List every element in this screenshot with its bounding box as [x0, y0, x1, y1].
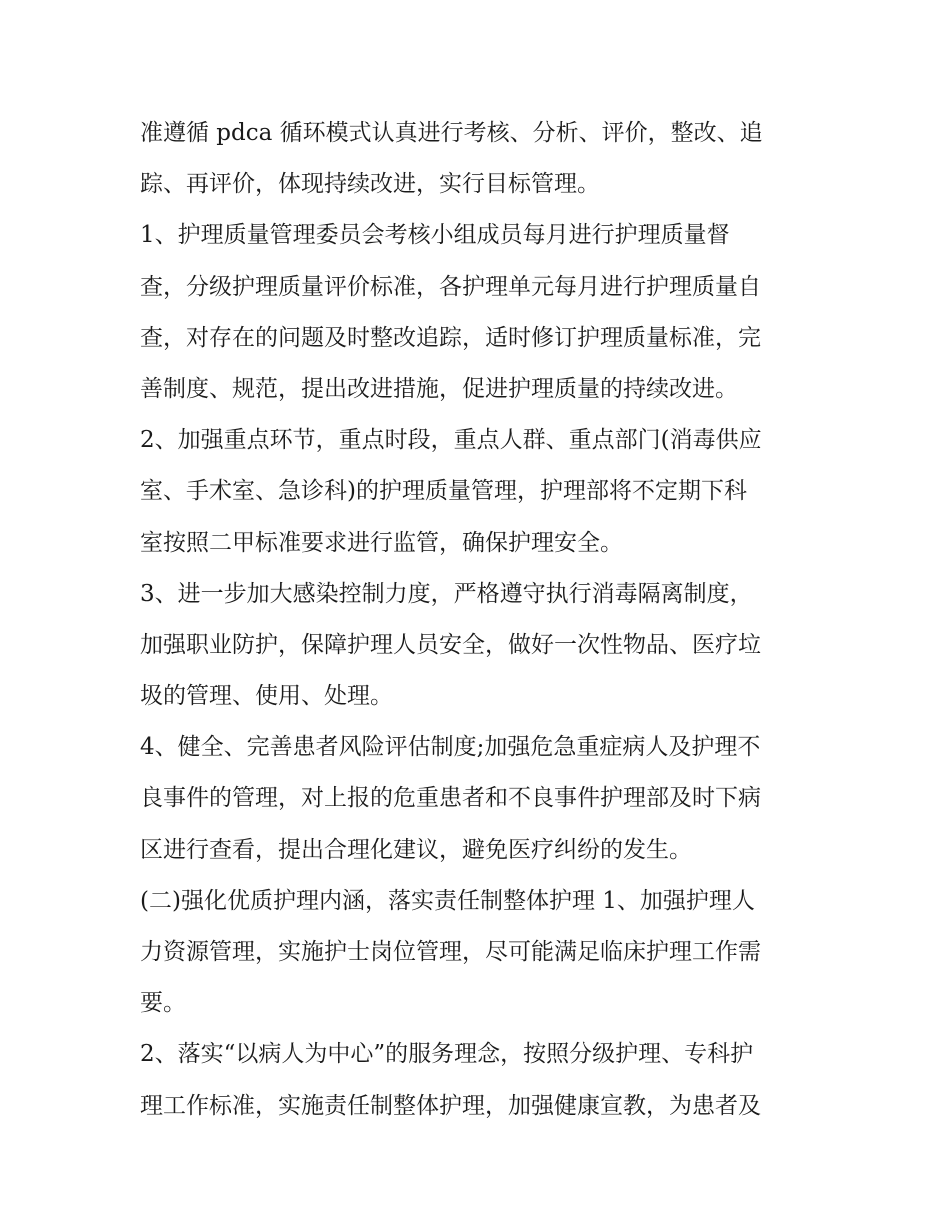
text-line: 加强职业防护，保障护理人员安全，做好一次性物品、医疗垃 [140, 631, 761, 658]
text-line: 准遵循 pdca 循环模式认真进行考核、分析、评价，整改、追 [140, 120, 763, 146]
document-page [140, 108, 820, 1132]
text-line: 3、进一步加大感染控制力度，严格遵守执行消毒隔离制度， [140, 580, 753, 607]
text-line: 2、落实“以病人为中心”的服务理念，按照分级护理、专科护 [140, 1041, 754, 1068]
text-line: 2、加强重点环节，重点时段，重点人群、重点部门(消毒供应 [140, 427, 762, 454]
text-line: 要。 [140, 990, 186, 1017]
text-line: 力资源管理，实施护士岗位管理，尽可能满足临床护理工作需 [140, 939, 761, 965]
text-line: 圾的管理、使用、处理。 [140, 683, 393, 710]
text-line: 室、手术室、急诊科)的护理质量管理，护理部将不定期下科 [140, 478, 747, 505]
text-line: 查，对存在的问题及时整改追踪，适时修订护理质量标准，完 [140, 324, 761, 351]
text-line: 室按照二甲标准要求进行监管，确保护理安全。 [140, 529, 623, 556]
text-line: 良事件的管理，对上报的危重患者和不良事件护理部及时下病 [140, 785, 761, 812]
text-line: 1、护理质量管理委员会考核小组成员每月进行护理质量督 [140, 222, 730, 249]
text-line: 查，分级护理质量评价标准，各护理单元每月进行护理质量自 [140, 273, 761, 300]
text-line: 善制度、规范，提出改进措施，促进护理质量的持续改进。 [140, 375, 738, 402]
text-line: 理工作标准，实施责任制整体护理，加强健康宣教，为患者及 [140, 1092, 761, 1119]
text-line: 4、健全、完善患者风险评估制度;加强危急重症病人及护理不 [140, 734, 761, 761]
text-line: (二)强化优质护理内涵，落实责任制整体护理 1、加强护理人 [140, 887, 755, 914]
text-line: 踪、再评价，体现持续改进，实行目标管理。 [140, 171, 600, 198]
text-line: 区进行查看，提出合理化建议，避免医疗纠纷的发生。 [140, 836, 692, 863]
